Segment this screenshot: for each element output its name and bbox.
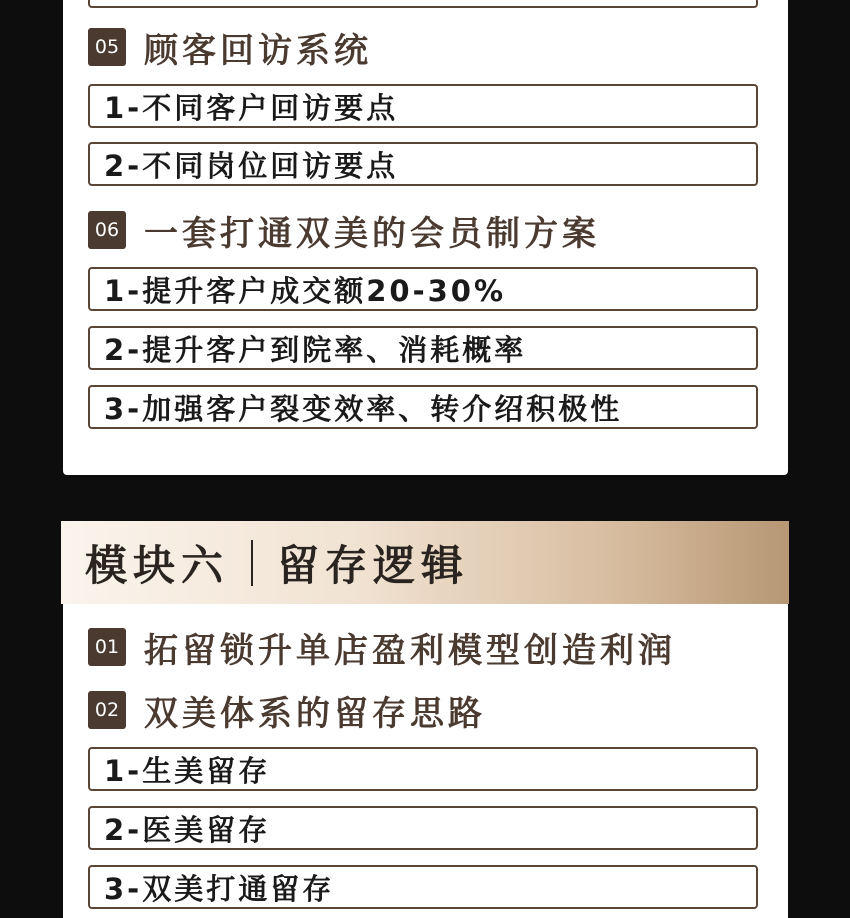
section-title: 拓留锁升单店盈利模型创造利润 [144, 630, 676, 671]
section-header-02 [88, 689, 486, 734]
list-item: 3-加强客户裂变效率、转介绍积极性 [88, 385, 758, 429]
section-number-badge: 01 [88, 628, 126, 666]
section-title: 双美体系的留存思路 [144, 693, 486, 734]
list-item: 2-医美留存 [88, 806, 758, 850]
list-item: 1-提升客户成交额20-30% [88, 267, 758, 311]
module-banner [61, 521, 789, 604]
list-item: 2-提升客户到院率、消耗概率 [88, 326, 758, 370]
list-item: 3-双美打通留存 [88, 865, 758, 909]
list-item: 2-不同岗位回访要点 [88, 142, 758, 186]
module-name: 模块六 [85, 540, 230, 590]
section-header-06 [88, 209, 600, 254]
section-header-05 [88, 26, 372, 71]
section-number-badge: 05 [88, 28, 126, 66]
section-title: 一套打通双美的会员制方案 [144, 213, 600, 254]
module-topic: 留存逻辑 [277, 540, 470, 590]
module-divider [251, 540, 253, 586]
section-header-01 [88, 626, 676, 671]
section-title: 顾客回访系统 [144, 30, 372, 71]
list-item-cropped [88, 0, 758, 8]
section-number-badge: 02 [88, 691, 126, 729]
list-item: 1-生美留存 [88, 747, 758, 791]
section-number-badge: 06 [88, 211, 126, 249]
list-item: 1-不同客户回访要点 [88, 84, 758, 128]
